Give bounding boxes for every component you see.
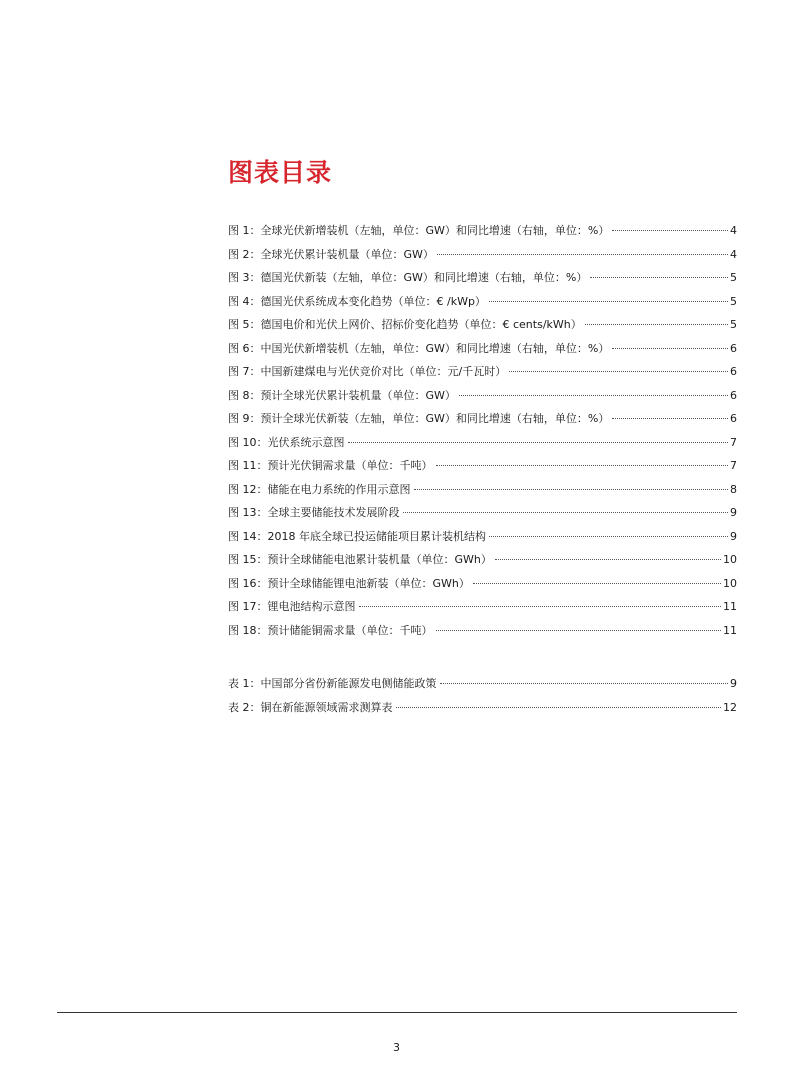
dot-leader: [348, 442, 729, 443]
dot-leader: [612, 348, 728, 349]
toc-entry-page: 5: [730, 271, 737, 284]
dot-leader: [436, 630, 722, 631]
page-title: 图表目录: [228, 158, 333, 187]
dot-leader: [473, 583, 721, 584]
toc-entry-figure-17[interactable]: [228, 598, 737, 622]
toc-entry-label: 图 3：德国光伏新装（左轴，单位：GW）和同比增速（右轴，单位：%）: [228, 271, 588, 284]
toc-entry-label: 图 16：预计全球储能锂电池新装（单位：GWh）: [228, 576, 470, 590]
toc-entry-label: 图 17：锂电池结构示意图: [228, 600, 356, 613]
footer-divider: [57, 1012, 737, 1013]
toc-entry-page: 7: [730, 459, 737, 472]
toc-entry-label: 表 2：铜在新能源领域需求测算表: [228, 700, 393, 714]
toc-entry-label: 图 4：德国光伏系统成本变化趋势（单位：€ /kWp）: [228, 294, 486, 308]
toc-entry-page: 9: [730, 677, 737, 690]
toc-entry-figure-18[interactable]: [228, 622, 737, 646]
table-list: [228, 675, 737, 722]
toc-entry-figure-9[interactable]: [228, 410, 737, 434]
dot-leader: [612, 230, 728, 231]
toc-entry-label: 图 11：预计光伏铜需求量（单位：千吨）: [228, 459, 433, 472]
toc-entry-label: 图 1：全球光伏新增装机（左轴，单位：GW）和同比增速（右轴，单位：%）: [228, 224, 610, 237]
toc-entry-page: 11: [723, 600, 737, 613]
dot-leader: [590, 277, 728, 278]
toc-entry-page: 4: [730, 247, 737, 261]
toc-entry-label: 图 8：预计全球光伏累计装机量（单位：GW）: [228, 388, 456, 402]
toc-entry-page: 6: [730, 412, 737, 425]
toc-entry-figure-2[interactable]: [228, 246, 737, 270]
toc-entry-label: 图 13：全球主要储能技术发展阶段: [228, 506, 400, 519]
toc-entry-page: 12: [723, 700, 737, 714]
toc-entry-page: 5: [730, 318, 737, 331]
toc-entry-figure-4[interactable]: [228, 293, 737, 317]
toc-entry-label: 图 14：2018 年底全球已投运储能项目累计装机结构: [228, 529, 486, 543]
toc-entry-page: 8: [730, 482, 737, 496]
toc-entry-page: 10: [723, 553, 737, 566]
toc-entry-page: 11: [723, 623, 737, 637]
dot-leader: [440, 683, 729, 684]
toc-entry-figure-3[interactable]: [228, 269, 737, 293]
toc-entry-page: 7: [730, 435, 737, 449]
toc-entry-figure-16[interactable]: [228, 575, 737, 599]
dot-leader: [489, 301, 728, 302]
toc-entry-label: 图 12：储能在电力系统的作用示意图: [228, 482, 411, 496]
dot-leader: [403, 512, 729, 513]
dot-leader: [437, 254, 728, 255]
toc-entry-label: 图 5：德国电价和光伏上网价、招标价变化趋势（单位：€ cents/kWh）: [228, 318, 582, 331]
toc-entry-label: 表 1：中国部分省份新能源发电侧储能政策: [228, 677, 437, 690]
dot-leader: [396, 707, 722, 708]
dot-leader: [489, 536, 728, 537]
toc-entry-figure-1[interactable]: [228, 222, 737, 246]
toc-entry-page: 9: [730, 506, 737, 519]
toc-entry-table-1[interactable]: [228, 675, 737, 699]
toc-entry-figure-13[interactable]: [228, 504, 737, 528]
dot-leader: [495, 559, 721, 560]
page-number: 3: [393, 1041, 400, 1054]
toc-entry-label: 图 6：中国光伏新增装机（左轴，单位：GW）和同比增速（右轴，单位：%）: [228, 341, 610, 355]
toc-entry-figure-12[interactable]: [228, 481, 737, 505]
dot-leader: [414, 489, 729, 490]
toc-entry-page: 10: [723, 576, 737, 590]
dot-leader: [612, 418, 728, 419]
dot-leader: [359, 606, 722, 607]
dot-leader: [509, 371, 728, 372]
toc-entry-page: 5: [730, 294, 737, 308]
toc-entry-figure-15[interactable]: [228, 551, 737, 575]
toc-entry-figure-8[interactable]: [228, 387, 737, 411]
toc-entry-page: 4: [730, 224, 737, 237]
toc-entry-label: 图 18：预计储能铜需求量（单位：千吨）: [228, 623, 433, 637]
toc-entry-page: 6: [730, 365, 737, 378]
toc-entry-figure-11[interactable]: [228, 457, 737, 481]
toc-entry-label: 图 7：中国新建煤电与光伏竞价对比（单位：元/千瓦时）: [228, 365, 507, 378]
toc-entry-label: 图 2：全球光伏累计装机量（单位：GW）: [228, 247, 434, 261]
toc-entry-label: 图 9：预计全球光伏新装（左轴，单位：GW）和同比增速（右轴，单位：%）: [228, 412, 610, 425]
toc-entry-figure-14[interactable]: [228, 528, 737, 552]
figure-list: [228, 222, 737, 645]
toc-entry-figure-6[interactable]: [228, 340, 737, 364]
toc-entry-figure-10[interactable]: [228, 434, 737, 458]
toc-entry-page: 9: [730, 529, 737, 543]
toc-entry-label: 图 15：预计全球储能电池累计装机量（单位：GWh）: [228, 553, 492, 566]
dot-leader: [585, 324, 728, 325]
toc-entry-figure-7[interactable]: [228, 363, 737, 387]
toc-entry-label: 图 10：光伏系统示意图: [228, 435, 345, 449]
toc-entry-page: 6: [730, 341, 737, 355]
dot-leader: [459, 395, 728, 396]
toc-entry-table-2[interactable]: [228, 699, 737, 723]
dot-leader: [436, 465, 729, 466]
toc-entry-page: 6: [730, 388, 737, 402]
toc-entry-figure-5[interactable]: [228, 316, 737, 340]
